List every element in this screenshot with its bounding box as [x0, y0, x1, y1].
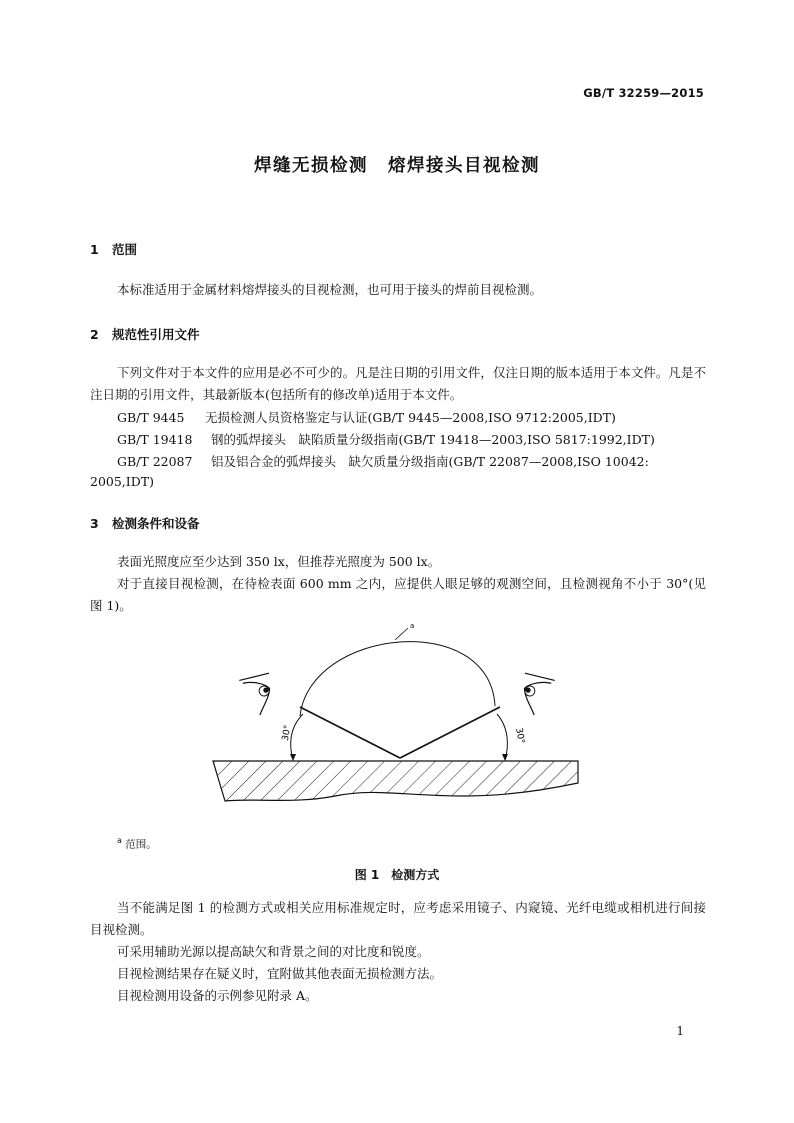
section-number: 2 [90, 327, 99, 342]
right-sight-line [400, 707, 500, 758]
title-part-1: 焊缝无损检测 [254, 156, 368, 176]
reference-continuation: 2005,IDT) [90, 474, 154, 489]
reference-text: 铝及铝合金的弧焊接头 缺欠质量分级指南(GB/T 22087—2008,ISO 10042: [211, 454, 649, 469]
section-title: 范围 [112, 242, 138, 257]
section-1-paragraph: 本标准适用于金属材料熔焊接头的目视检测，也可用于接头的焊前目视检测。 [117, 282, 543, 297]
figure-title: 检测方式 [391, 868, 440, 882]
section-2-paragraph: 下列文件对于本文件的应用是必不可少的。凡是注日期的引用文件，仅注日期的版本适用于本文件。凡是不注日期的引用文件，其最新版本(包括所有的修改单)适用于本文件。 [90, 365, 706, 402]
left-angle-label: 30° [280, 724, 294, 742]
section-3-paragraph-2: 对于直接目视检测，在待检表面 600 mm 之内，应提供人眼足够的观测空间，且检测视角不小于 30°(见图 1)。 [90, 576, 706, 613]
section-number: 3 [90, 516, 99, 531]
section-title: 规范性引用文件 [112, 327, 200, 342]
document-title [0, 152, 794, 177]
section-3-heading [90, 514, 200, 532]
workpiece-hatched [213, 761, 578, 801]
standard-number: GB/T 32259—2015 [583, 86, 704, 100]
section-3-paragraph-4: 可采用辅助光源以提高缺欠和背景之间的对比度和锐度。 [117, 944, 430, 959]
section-3-paragraph-3: 当不能满足图 1 的检测方式或相关应用标准规定时，应考虑采用镜子、内窥镜、光纤电缆或相机进行间接目视检测。 [90, 900, 706, 937]
reference-text: 钢的弧焊接头 缺陷质量分级指南(GB/T 19418—2003,ISO 5817:1992,IDT) [211, 432, 655, 447]
range-note-marker: a [410, 622, 415, 630]
right-angle-arc [497, 714, 507, 760]
inspection-diagram [205, 618, 590, 838]
reference-code: GB/T 9445 [117, 410, 185, 425]
section-3-paragraph-1: 表面光照度应至少达到 350 lx，但推荐光照度为 500 lx。 [117, 554, 441, 569]
footnote-marker: a [117, 836, 122, 845]
reference-text: 无损检测人员资格鉴定与认证(GB/T 9445—2008,ISO 9712:2005,IDT) [205, 410, 616, 425]
figure-footnote [117, 836, 157, 852]
figure-caption [0, 866, 794, 883]
reference-code: GB/T 22087 [117, 454, 193, 469]
reference-item [117, 430, 655, 448]
footnote-text: 范围。 [125, 838, 157, 851]
section-title: 检测条件和设备 [112, 516, 200, 531]
left-sight-line [300, 707, 400, 758]
reference-code: GB/T 19418 [117, 432, 193, 447]
right-eye-icon [511, 668, 555, 717]
reference-item [117, 452, 649, 470]
range-arc [300, 642, 495, 716]
section-1-heading [90, 240, 137, 258]
left-angle-arc [291, 714, 303, 760]
reference-item [117, 408, 616, 426]
section-3-paragraph-5: 目视检测结果存在疑义时，宜附做其他表面无损检测方法。 [117, 966, 443, 981]
section-2-heading [90, 325, 200, 343]
right-angle-label: 30° [513, 727, 526, 745]
section-number: 1 [90, 242, 99, 257]
figure-number: 图 1 [354, 868, 380, 882]
section-3-paragraph-6: 目视检测用设备的示例参见附录 A。 [117, 988, 318, 1003]
title-part-2: 熔焊接头目视检测 [388, 156, 540, 176]
range-leader [395, 628, 408, 640]
page-number: 1 [676, 1024, 684, 1038]
left-angle-arrow [290, 754, 296, 761]
right-angle-arrow [502, 754, 508, 761]
left-eye-icon [239, 668, 283, 717]
